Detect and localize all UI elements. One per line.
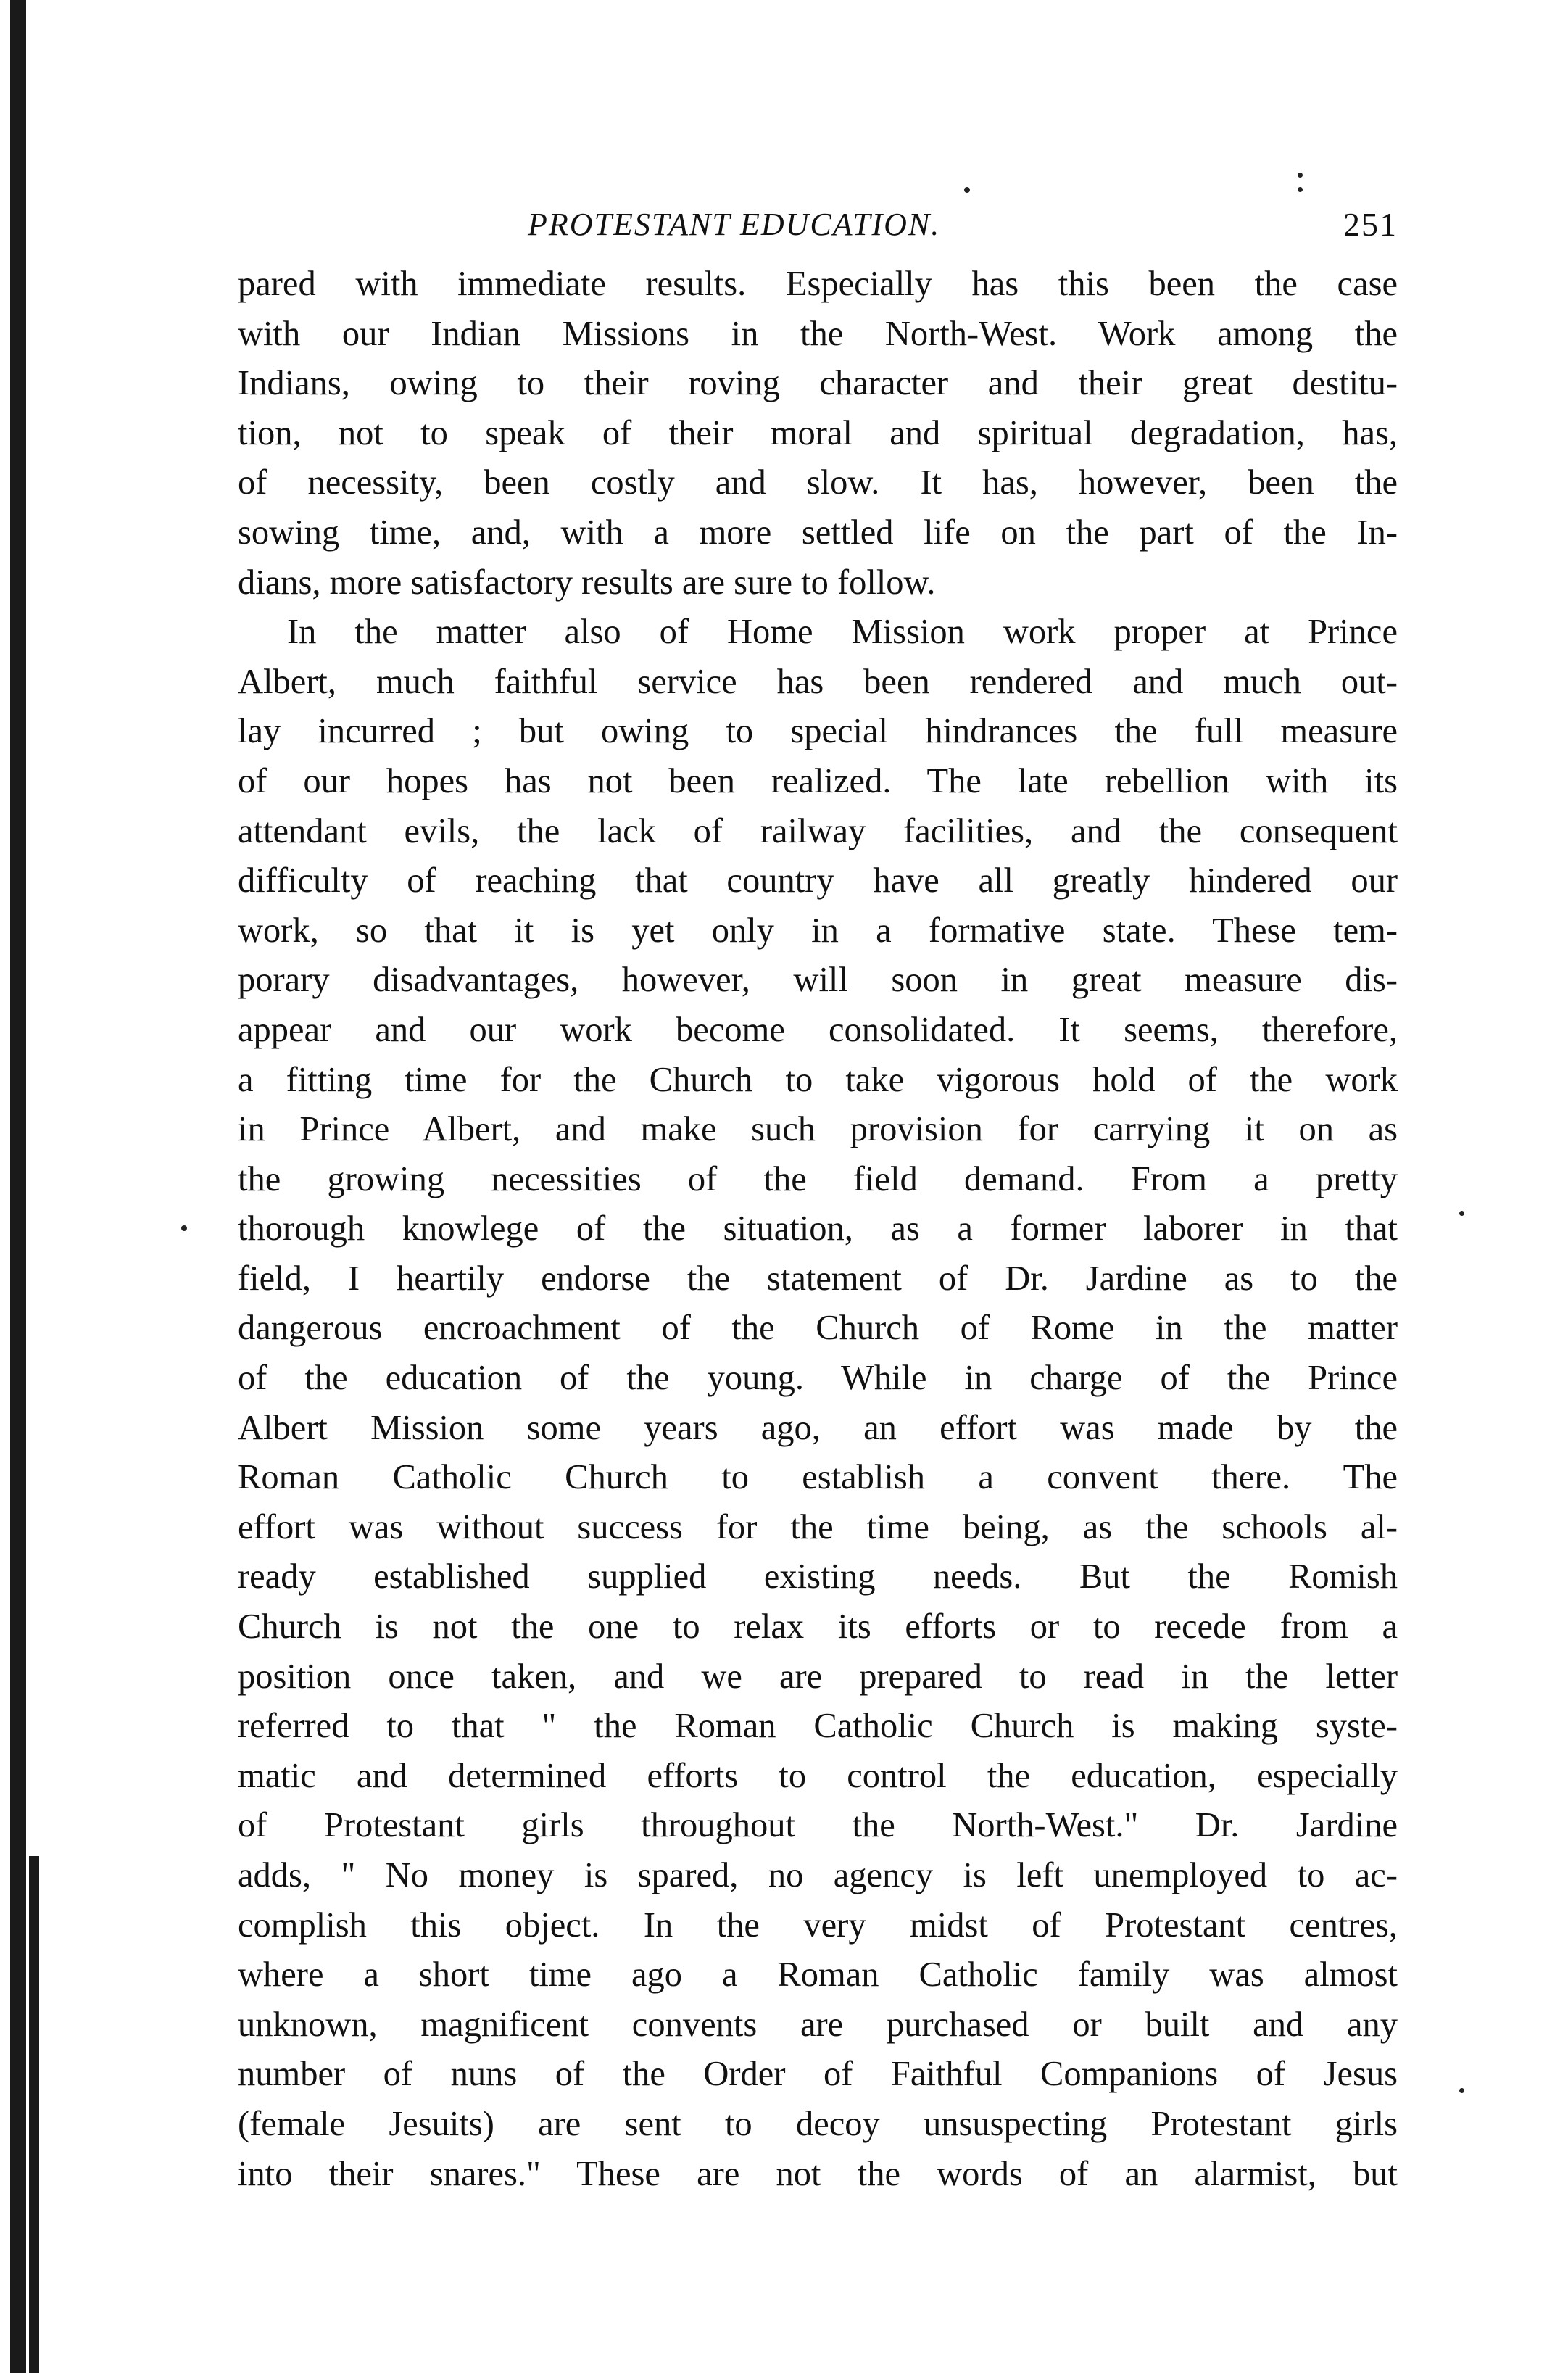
page-speck xyxy=(1298,187,1303,192)
text-line: Church is not the one to relax its efforts or to recede from a xyxy=(238,1607,1398,1647)
page-speck xyxy=(1298,173,1303,178)
text-line: into their snares." These are not the words of an alarmist, but xyxy=(238,2154,1398,2193)
text-line: field, I heartily endorse the statement of Dr. Jardine as to the xyxy=(238,1259,1398,1298)
text-line: position once taken, and we are prepared to read in the letter xyxy=(238,1657,1398,1696)
text-line: work, so that it is yet only in a formative state. These tem- xyxy=(238,911,1398,950)
text-line: Roman Catholic Church to establish a convent there. The xyxy=(238,1458,1398,1497)
text-line: adds, " No money is spared, no agency is left unemployed to ac- xyxy=(238,1856,1398,1894)
text-line: a fitting time for the Church to take vigorous hold of the work xyxy=(238,1060,1398,1099)
text-line: the growing necessities of the field demand. From a pretty xyxy=(238,1159,1398,1198)
text-line: effort was without success for the time being, as the schools al- xyxy=(238,1507,1398,1546)
text-line: dangerous encroachment of the Church of Rome in the matter xyxy=(238,1309,1398,1348)
text-line: Indians, owing to their roving character and their great destitu- xyxy=(238,364,1398,403)
page-number: 251 xyxy=(1343,206,1398,243)
paragraph xyxy=(238,608,1398,2199)
text-line: appear and our work become consolidated. It seems, therefore, xyxy=(238,1010,1398,1049)
text-line: difficulty of reaching that country have all greatly hindered our xyxy=(238,861,1398,900)
text-line: of necessity, been costly and slow. It has, however, been the xyxy=(238,463,1398,502)
book-page xyxy=(238,196,1398,2199)
text-line: complish this object. In the very midst of Protestant centres, xyxy=(238,1905,1398,1945)
text-line: matic and determined efforts to control the education, especially xyxy=(238,1756,1398,1795)
text-line: porary disadvantages, however, will soon in great measure dis- xyxy=(238,961,1398,1000)
running-head-title: PROTESTANT EDUCATION. xyxy=(528,207,941,242)
text-line: of our hopes has not been realized. The late rebellion with its xyxy=(238,761,1398,800)
text-line: dians, more satisfactory results are sure to follow. xyxy=(238,563,936,602)
text-line: attendant evils, the lack of railway facilities, and the consequent xyxy=(238,811,1398,850)
text-line: pared with immediate results. Especially has this been the case xyxy=(238,265,1398,303)
text-line: unknown, magnificent convents are purchased or built and any xyxy=(238,2005,1398,2044)
page-speck xyxy=(1459,2088,1464,2093)
page-speck xyxy=(1459,1211,1464,1216)
text-line: number of nuns of the Order of Faithful Companions of Jesus xyxy=(238,2055,1398,2094)
text-line: Albert, much faithful service has been rendered and much out- xyxy=(238,662,1398,701)
paragraph xyxy=(238,260,1398,608)
text-line: (female Jesuits) are sent to decoy unsuspecting Protestant girls xyxy=(238,2104,1398,2143)
text-line: thorough knowlege of the situation, as a former laborer in that xyxy=(238,1209,1398,1248)
body-text xyxy=(238,260,1398,2199)
binding-shadow-lower xyxy=(29,1856,39,2373)
text-line: in Prince Albert, and make such provision for carrying it on as xyxy=(238,1110,1398,1149)
text-line: of Protestant girls throughout the North-West." Dr. Jardine xyxy=(238,1806,1398,1845)
text-line: referred to that " the Roman Catholic Church is making syste- xyxy=(238,1707,1398,1746)
text-line: where a short time ago a Roman Catholic family was almost xyxy=(238,1955,1398,1995)
page-speck xyxy=(964,187,970,193)
binding-shadow xyxy=(10,0,26,2373)
text-line: of the education of the young. While in charge of the Prince xyxy=(238,1359,1398,1398)
text-line: Albert Mission some years ago, an effort was made by the xyxy=(238,1408,1398,1447)
text-line: with our Indian Missions in the North-West. Work among the xyxy=(238,314,1398,353)
running-head xyxy=(238,196,1398,254)
text-line: In the matter also of Home Mission work proper at Prince xyxy=(287,613,1398,652)
text-line: lay incurred ; but owing to special hindrances the full measure xyxy=(238,712,1398,751)
page-speck xyxy=(181,1225,187,1231)
text-line: sowing time, and, with a more settled life on the part of the In- xyxy=(238,513,1398,552)
text-line: ready established supplied existing needs. But the Romish xyxy=(238,1557,1398,1597)
text-line: tion, not to speak of their moral and spiritual degradation, has, xyxy=(238,413,1398,452)
